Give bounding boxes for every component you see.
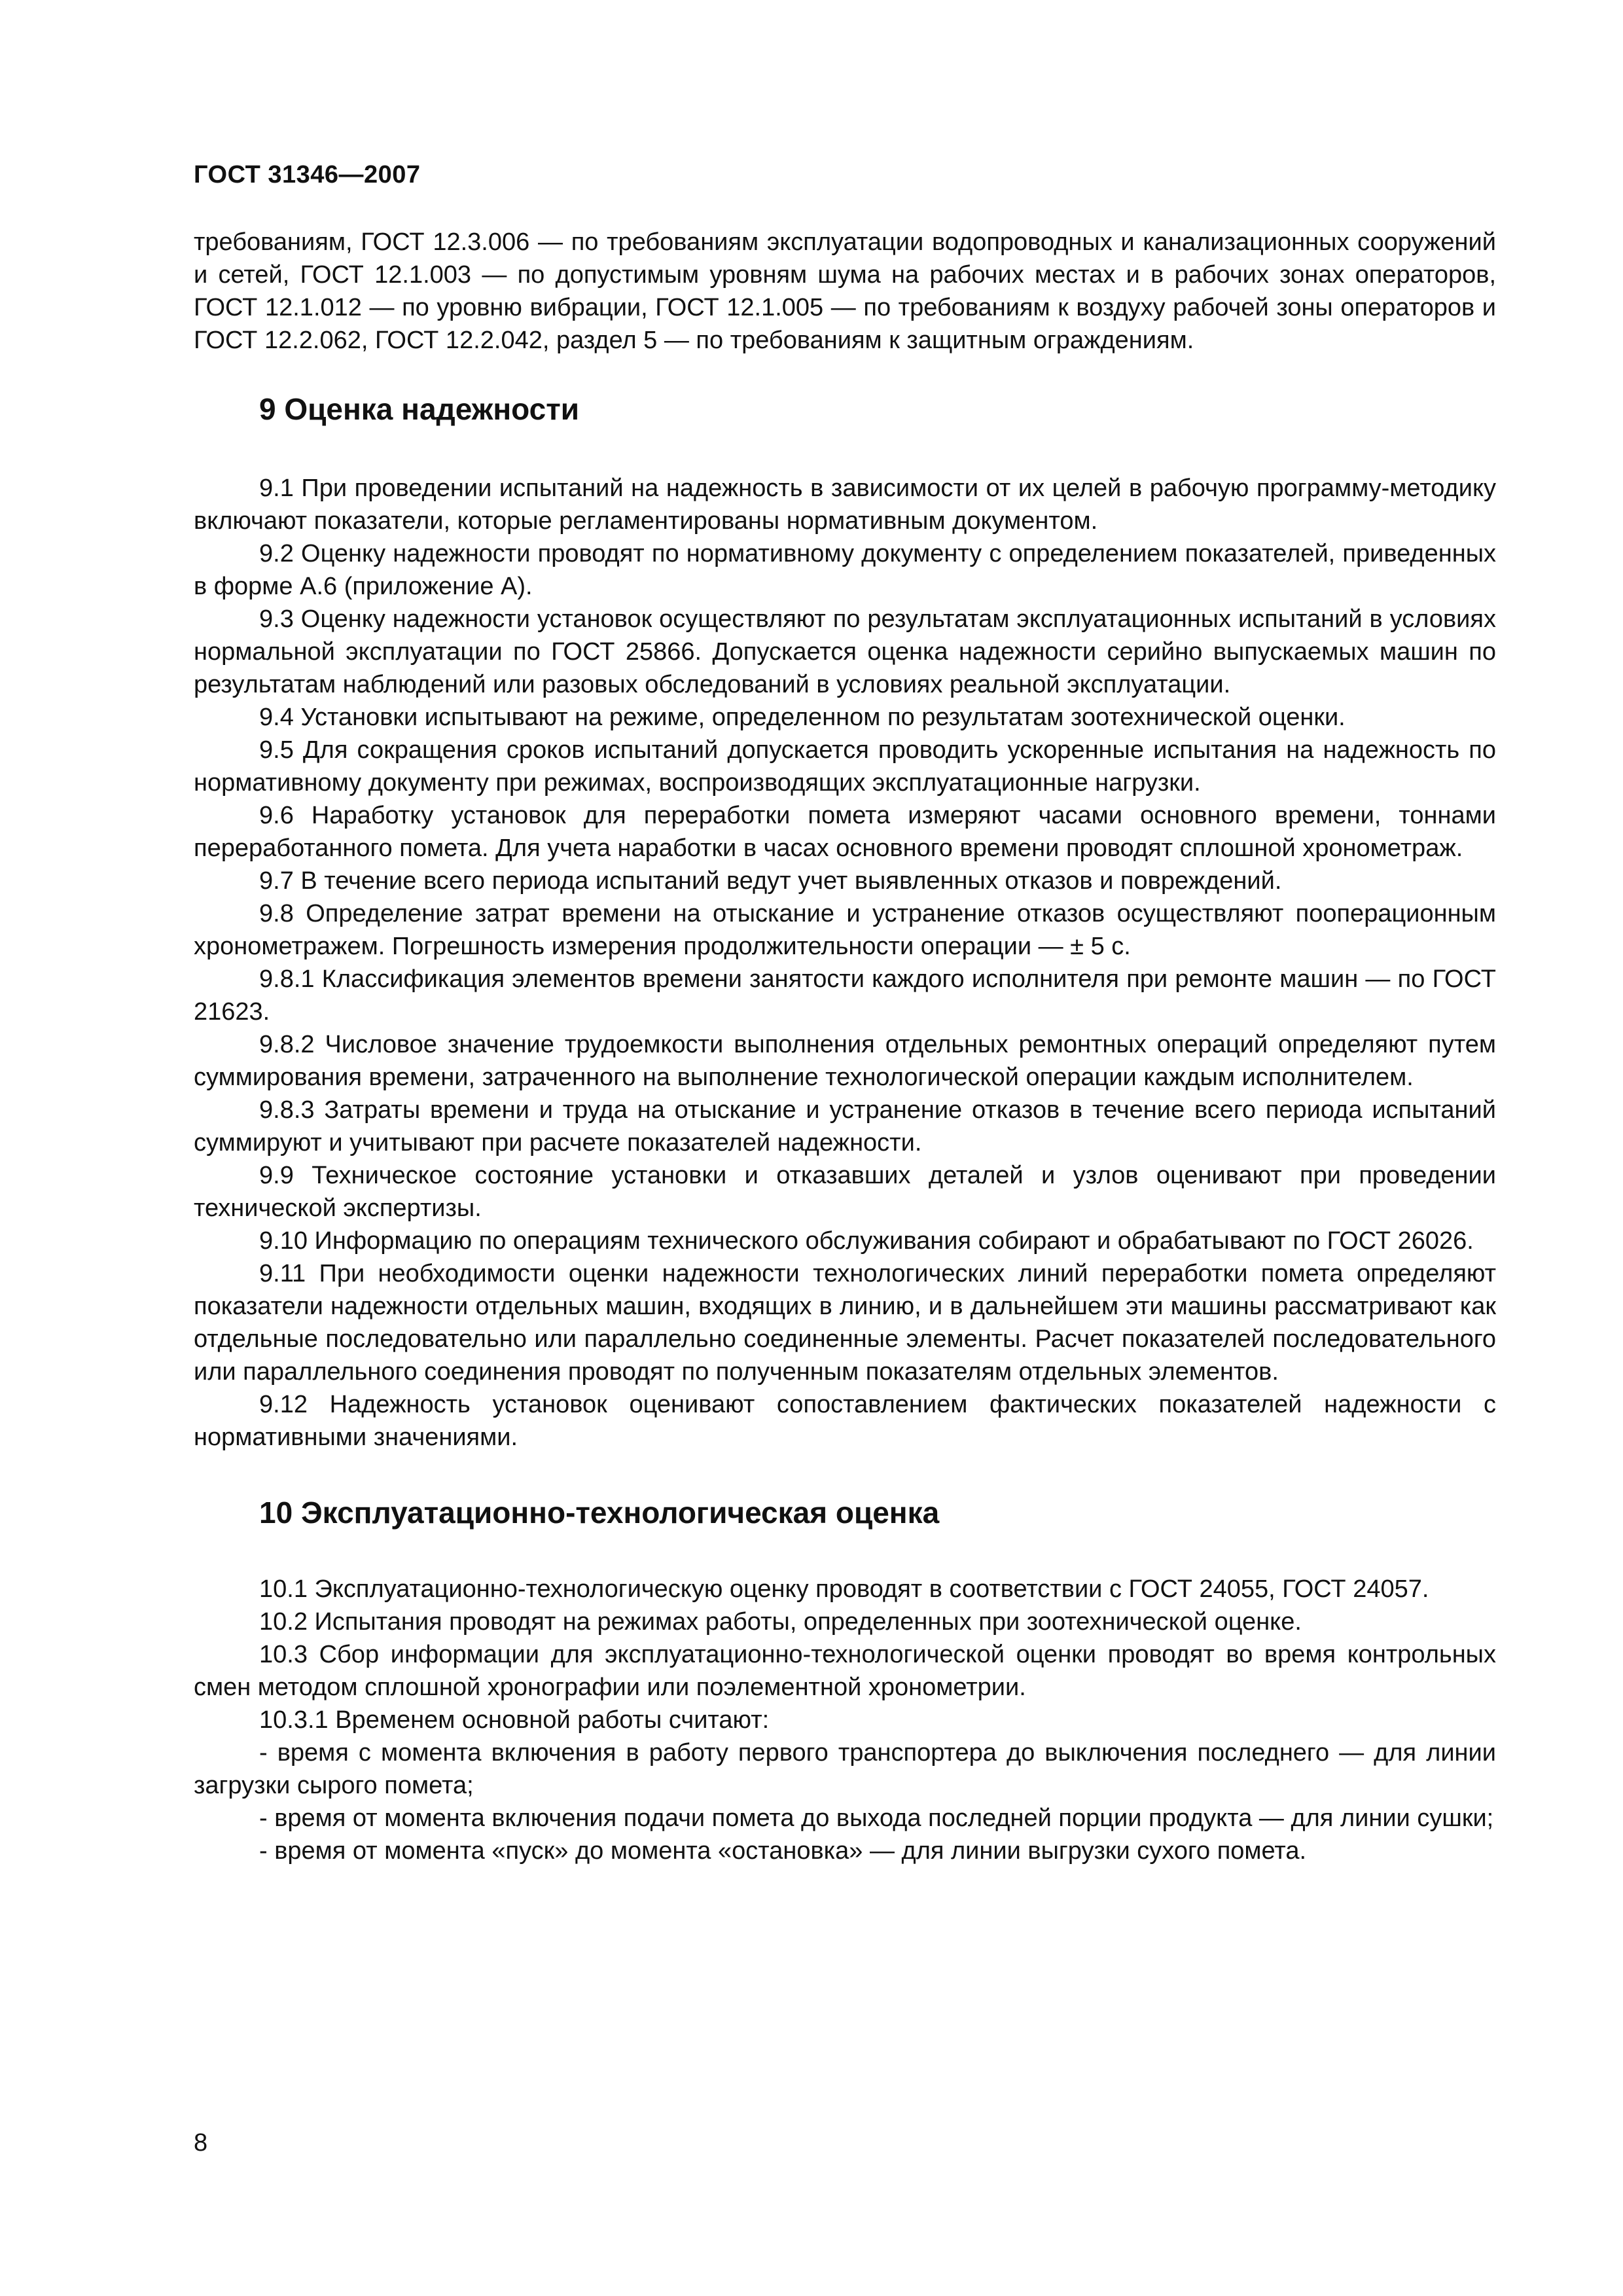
paragraph-9-4: 9.4 Установки испытывают на режиме, определенном по результатам зоотехнической оценки. xyxy=(259,704,1346,731)
paragraph-9-2: 9.2 Оценку надежности проводят по нормативному документу с определением показателей, приведенных в форме А.6 (приложение А). xyxy=(194,540,1496,600)
paragraph-9-8-1: 9.8.1 Классификация элементов времени занятости каждого исполнителя при ремонте машин — по ГОСТ 21623. xyxy=(194,965,1496,1026)
intro-paragraph: требованиям, ГОСТ 12.3.006 — по требованиям эксплуатации водопроводных и канализационных сооружений и сетей, ГОСТ 12.1.003 — по допустимым уровням шума на рабочих местах и в рабочих зонах операторов, ГОСТ 12.1.012 — по уровню вибрации, ГОСТ 12.1.005 — по требованиям к воздуху рабочей зоны операторов и ГОСТ 12.2.062, ГОСТ 12.2.042, раздел 5 — по требованиям к защитным ограждениям. xyxy=(194,228,1496,354)
paragraph-9-9: 9.9 Техническое состояние установки и отказавших деталей и узлов оценивают при проведении технической экспертизы. xyxy=(194,1162,1496,1222)
list-item: - время от момента включения подачи помета до выхода последней порции продукта — для линии сушки; xyxy=(259,1804,1494,1832)
paragraph-9-8-2: 9.8.2 Числовое значение трудоемкости выполнения отдельных ремонтных операций определяют путем суммирования времени, затраченного на выполнение технологической операции каждым исполнителем. xyxy=(194,1031,1496,1091)
paragraph-9-7: 9.7 В течение всего периода испытаний ведут учет выявленных отказов и повреждений. xyxy=(259,867,1282,895)
paragraph-9-10: 9.10 Информацию по операциям технического обслуживания собирают и обрабатывают по ГОСТ 26026. xyxy=(259,1227,1474,1255)
paragraph-9-12: 9.12 Надежность установок оценивают сопоставлением фактических показателей надежности с нормативными значениями. xyxy=(194,1391,1496,1451)
paragraph-9-8-3: 9.8.3 Затраты времени и труда на отыскание и устранение отказов в течение всего периода испытаний суммируют и учитывают при расчете показателей надежности. xyxy=(194,1096,1496,1157)
paragraph-9-6: 9.6 Наработку установок для переработки помета измеряют часами основного времени, тоннами переработанного помета. Для учета наработки в часах основного времени проводят сплошной хронометраж. xyxy=(194,802,1496,862)
paragraph-9-3: 9.3 Оценку надежности установок осуществляют по результатам эксплуатационных испытаний в условиях нормальной эксплуатации по ГОСТ 25866. Допускается оценка надежности серийно выпускаемых машин по результатам наблюдений или разовых обследований в условиях реальной эксплуатации. xyxy=(194,605,1496,698)
document-header: ГОСТ 31346—2007 xyxy=(194,161,421,188)
paragraph-10-2: 10.2 Испытания проводят на режимах работы, определенных при зоотехнической оценке. xyxy=(259,1608,1302,1636)
page-number: 8 xyxy=(194,2129,208,2157)
paragraph-10-1: 10.1 Эксплуатационно-технологическую оценку проводят в соответствии с ГОСТ 24055, ГОСТ 24057. xyxy=(259,1575,1429,1603)
paragraph-9-11: 9.11 При необходимости оценки надежности технологических линий переработки помета определяют показатели надежности отдельных машин, входящих в линию, и в дальнейшем эти машины рассматривают как отдельные последовательно или параллельно соединенные элементы. Расчет показателей последовательного или параллельного соединения проводят по полученным показателям отдельных элементов. xyxy=(194,1260,1496,1386)
list-item: - время от момента «пуск» до момента «остановка» — для линии выгрузки сухого помета. xyxy=(259,1837,1307,1865)
paragraph-10-3-1: 10.3.1 Временем основной работы считают: xyxy=(259,1706,770,1734)
paragraph-9-5: 9.5 Для сокращения сроков испытаний допускается проводить ускоренные испытания на надежность по нормативному документу при режимах, воспроизводящих эксплуатационные нагрузки. xyxy=(194,736,1496,797)
paragraph-10-3: 10.3 Сбор информации для эксплуатационно-технологической оценки проводят во время контрольных смен методом сплошной хронографии или поэлементной хронометрии. xyxy=(194,1641,1496,1701)
document-body xyxy=(194,226,1496,1867)
section-9-title: 9 Оценка надежности xyxy=(259,392,579,426)
paragraph-9-8: 9.8 Определение затрат времени на отыскание и устранение отказов осуществляют пооперационным хронометражем. Погрешность измерения продолжительности операции — ± 5 с. xyxy=(194,900,1496,960)
paragraph-9-1: 9.1 При проведении испытаний на надежность в зависимости от их целей в рабочую программу-методику включают показатели, которые регламентированы нормативным документом. xyxy=(194,475,1496,535)
list-item: - время с момента включения в работу первого транспортера до выключения последнего — для линии загрузки сырого помета; xyxy=(194,1739,1496,1799)
section-10-title: 10 Эксплуатационно-технологическая оценка xyxy=(259,1496,940,1530)
